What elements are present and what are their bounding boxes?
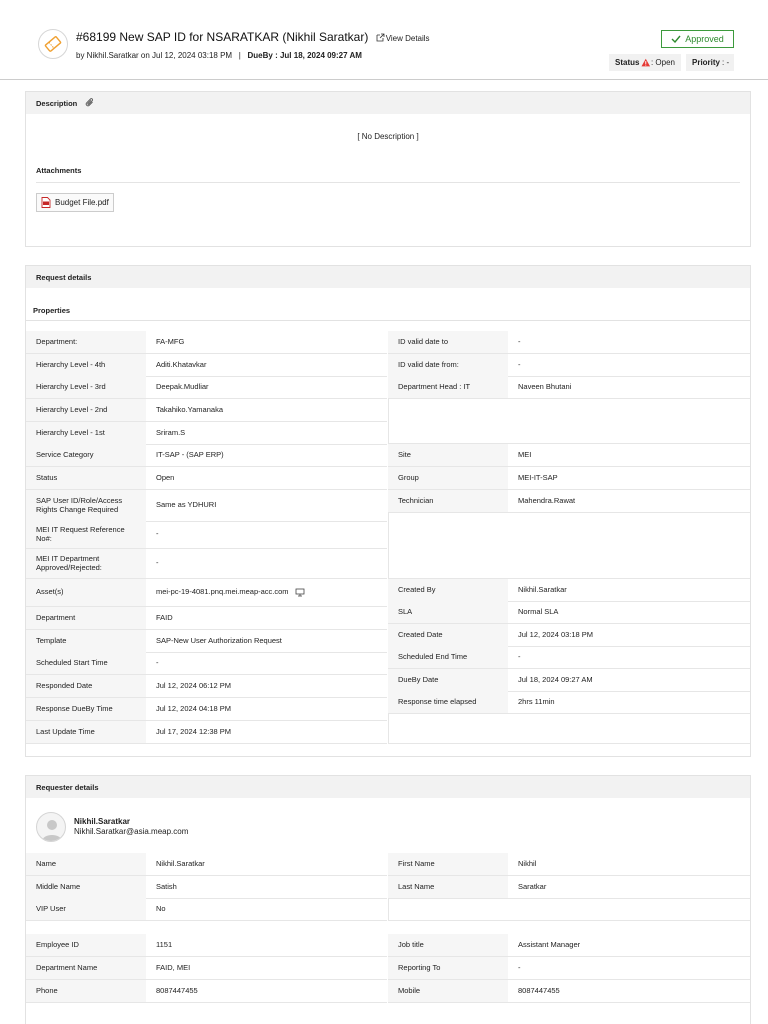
property-label: Department <box>26 607 146 629</box>
ticket-icon <box>38 29 68 59</box>
property-row <box>388 490 750 513</box>
property-label: Technician <box>388 490 508 512</box>
property-label: Asset(s) <box>26 579 146 606</box>
property-label: Employee ID <box>26 934 146 956</box>
property-value: Jul 12, 2024 04:18 PM <box>156 703 232 713</box>
property-value-cell <box>508 490 750 512</box>
description-header <box>26 92 750 114</box>
property-value-cell <box>146 675 387 697</box>
property-row <box>388 691 750 714</box>
view-details-label: View Details <box>385 34 430 43</box>
property-value-cell <box>146 354 387 376</box>
dueby-text: DueBy : Jul 18, 2024 09:27 AM <box>247 51 362 60</box>
property-value-cell <box>508 444 750 466</box>
property-value-cell <box>146 399 387 421</box>
requester-name[interactable]: Nikhil.Saratkar <box>74 817 131 826</box>
status-chip-label: Status <box>615 58 640 67</box>
property-value: Satish <box>156 881 177 891</box>
property-value: Naveen Bhutani <box>518 381 572 391</box>
property-label: Created By <box>388 579 508 601</box>
property-label: Site <box>388 444 508 466</box>
property-value: Takahiko.Yamanaka <box>156 404 223 414</box>
properties-title: Properties <box>33 306 71 315</box>
property-row <box>26 579 387 607</box>
property-row <box>26 467 387 490</box>
properties-divider <box>26 320 750 321</box>
property-row <box>26 934 387 957</box>
property-label: Status <box>26 467 146 489</box>
property-row <box>388 376 750 399</box>
description-title: Description <box>36 98 78 108</box>
property-label: VIP User <box>26 898 146 920</box>
property-label: Responded Date <box>26 675 146 697</box>
property-value: - <box>156 558 159 568</box>
property-row <box>26 490 387 522</box>
property-row <box>388 853 750 876</box>
no-description-text: [ No Description ] <box>357 132 419 141</box>
property-row <box>26 630 387 653</box>
property-label: Phone <box>26 980 146 1002</box>
property-value: Same as YDHURI <box>156 500 217 510</box>
property-value: mei-pc-19-4081.pnq.mei.meap-acc.com <box>156 587 289 597</box>
property-value: - <box>156 529 159 539</box>
property-value: Jul 12, 2024 03:18 PM <box>518 629 594 639</box>
property-row <box>388 957 750 980</box>
property-value-cell <box>146 630 387 652</box>
property-label: ID valid date to <box>388 331 508 353</box>
property-value: No <box>156 903 166 913</box>
property-label: Service Category <box>26 444 146 466</box>
property-value: Nikhil.Saratkar <box>518 584 567 594</box>
property-value: Jul 12, 2024 06:12 PM <box>156 680 232 690</box>
property-label: Response time elapsed <box>388 691 508 713</box>
property-row <box>388 467 750 490</box>
property-value: 8087447455 <box>156 985 198 995</box>
requester-details-header <box>26 776 750 798</box>
attachments-title: Attachments <box>36 166 82 175</box>
priority-chip-value: : - <box>722 58 730 67</box>
ticket-number: #68199 <box>76 30 117 44</box>
property-row <box>26 652 387 675</box>
property-value-cell <box>146 853 387 875</box>
property-value-cell <box>508 876 750 898</box>
priority-chip[interactable] <box>686 54 734 71</box>
property-row <box>26 376 387 399</box>
property-value: 8087447455 <box>518 985 560 995</box>
property-label: Mobile <box>388 980 508 1002</box>
property-value-cell <box>146 467 387 489</box>
request-details-title: Request details <box>36 272 92 282</box>
attachment-file[interactable] <box>36 193 114 212</box>
warning-icon <box>641 58 651 67</box>
property-value-cell <box>508 669 750 691</box>
property-label: Department: <box>26 331 146 353</box>
property-value: MEI <box>518 449 532 459</box>
property-value: - <box>518 651 521 661</box>
status-chip[interactable] <box>609 54 681 71</box>
property-value-cell <box>146 876 387 898</box>
property-value-cell <box>146 980 387 1002</box>
property-value-cell <box>146 579 387 606</box>
property-label: Department Head : IT <box>388 376 508 398</box>
property-value: 1151 <box>156 939 173 949</box>
property-value: MEI-IT-SAP <box>518 472 558 482</box>
property-row <box>26 607 387 630</box>
property-value-cell <box>508 624 750 646</box>
property-row <box>26 980 387 1003</box>
property-row <box>26 331 387 354</box>
property-value: Sriram.S <box>156 427 186 437</box>
property-value: Assistant Manager <box>518 939 581 949</box>
property-label: Job title <box>388 934 508 956</box>
request-details-header <box>26 266 750 288</box>
property-value: Nikhil.Saratkar <box>156 858 205 868</box>
property-label: Last Update Time <box>26 721 146 743</box>
property-label: Last Name <box>388 876 508 898</box>
property-value-cell <box>508 467 750 489</box>
property-row <box>26 422 387 445</box>
property-row <box>26 698 387 721</box>
property-value-cell <box>146 698 387 720</box>
property-row <box>26 853 387 876</box>
property-value: Normal SLA <box>518 606 559 616</box>
property-row <box>388 354 750 377</box>
property-value-cell <box>508 601 750 623</box>
property-label: Hierarchy Level - 2nd <box>26 399 146 421</box>
property-value-cell <box>146 376 387 398</box>
property-value: FAID, MEI <box>156 962 191 972</box>
property-row <box>26 957 387 980</box>
property-value: - <box>156 657 159 667</box>
property-row <box>26 354 387 377</box>
empty-cell <box>388 898 750 921</box>
property-value-cell <box>146 607 387 629</box>
property-label: Hierarchy Level - 1st <box>26 422 146 444</box>
meta-separator: | <box>238 51 241 60</box>
property-row <box>26 444 387 467</box>
property-value-cell <box>146 521 387 548</box>
description-panel <box>25 91 751 247</box>
property-value: FAID <box>156 612 173 622</box>
property-value-cell <box>146 549 387 578</box>
property-label: ID valid date from: <box>388 354 508 376</box>
attachment-name: Budget File.pdf <box>55 198 109 207</box>
property-row <box>388 646 750 669</box>
property-label: Group <box>388 467 508 489</box>
property-value-cell <box>146 934 387 956</box>
property-row <box>388 876 750 899</box>
property-value: Jul 18, 2024 09:27 AM <box>518 674 593 684</box>
requester-email[interactable]: Nikhil.Saratkar@asia.meap.com <box>74 827 189 836</box>
requester-details-title: Requester details <box>36 782 99 792</box>
property-row <box>26 675 387 698</box>
property-value: Jul 17, 2024 12:38 PM <box>156 726 232 736</box>
property-label: SLA <box>388 601 508 623</box>
property-value: - <box>518 359 521 369</box>
by-line: by Nikhil.Saratkar on Jul 12, 2024 03:18 PM <box>76 51 233 60</box>
empty-cell <box>388 714 750 744</box>
property-label: DueBy Date <box>388 669 508 691</box>
property-label: Department Name <box>26 957 146 979</box>
property-value: FA-MFG <box>156 336 185 346</box>
property-row <box>388 980 750 1003</box>
property-value-cell <box>508 331 750 353</box>
priority-chip-label: Priority <box>692 58 721 67</box>
property-value: Mahendra.Rawat <box>518 495 576 505</box>
empty-cell <box>388 513 750 579</box>
property-value-cell <box>508 376 750 398</box>
property-value-cell <box>146 957 387 979</box>
property-label: Scheduled End Time <box>388 646 508 668</box>
property-label: Scheduled Start Time <box>26 652 146 674</box>
attachments-divider <box>36 182 740 183</box>
property-value: Saratkar <box>518 881 547 891</box>
property-value-cell <box>508 980 750 1002</box>
property-label: Created Date <box>388 624 508 646</box>
property-label: Hierarchy Level - 4th <box>26 354 146 376</box>
property-value-cell <box>508 957 750 979</box>
property-value-cell <box>146 652 387 674</box>
status-chip-value: : Open <box>650 58 675 67</box>
property-row <box>388 444 750 467</box>
property-row <box>26 549 387 579</box>
property-label: First Name <box>388 853 508 875</box>
property-row <box>26 898 387 921</box>
property-label: Response DueBy Time <box>26 698 146 720</box>
property-row <box>26 721 387 744</box>
property-value-cell <box>508 354 750 376</box>
property-label: MEI IT Request Reference No#: <box>26 521 146 548</box>
property-value: Open <box>156 472 175 482</box>
property-value: SAP-New User Authorization Request <box>156 635 282 645</box>
property-value-cell <box>508 691 750 713</box>
property-label: MEI IT Department Approved/Rejected: <box>26 549 146 578</box>
property-value-cell <box>146 490 387 521</box>
pdf-icon <box>41 197 51 208</box>
property-label: Hierarchy Level - 3rd <box>26 376 146 398</box>
property-label: Template <box>26 630 146 652</box>
property-value: - <box>518 962 521 972</box>
property-label: Name <box>26 853 146 875</box>
ticket-subject: New SAP ID for NSARATKAR (Nikhil Saratkar) <box>119 30 369 44</box>
property-label: Reporting To <box>388 957 508 979</box>
approval-status-badge[interactable] <box>661 30 734 48</box>
property-label: SAP User ID/Role/Access Rights Change Required <box>26 490 146 521</box>
monitor-icon[interactable] <box>295 588 305 597</box>
property-value-cell <box>508 646 750 668</box>
property-row <box>388 669 750 692</box>
external-link-icon <box>376 33 385 42</box>
check-icon <box>671 35 681 43</box>
property-value: Aditi.Khatavkar <box>156 359 207 369</box>
property-value-cell <box>146 721 387 743</box>
property-value: IT-SAP - (SAP ERP) <box>156 449 224 459</box>
paperclip-icon[interactable] <box>85 98 95 108</box>
property-value-cell <box>146 331 387 353</box>
property-value: Nikhil <box>518 858 537 868</box>
approval-status-label: Approved <box>685 34 724 44</box>
property-row <box>26 521 387 549</box>
ticket-header <box>0 0 768 80</box>
property-value-cell <box>508 579 750 601</box>
property-value-cell <box>508 934 750 956</box>
property-value: 2hrs 11min <box>518 696 555 706</box>
property-row <box>26 876 387 899</box>
property-value-cell <box>146 898 387 920</box>
property-value-cell <box>508 853 750 875</box>
property-value: - <box>518 336 521 346</box>
property-value-cell <box>146 422 387 444</box>
property-value-cell <box>146 444 387 466</box>
ticket-title <box>76 30 430 44</box>
property-row <box>388 601 750 624</box>
ticket-meta <box>76 51 362 60</box>
property-row <box>388 934 750 957</box>
property-row <box>26 399 387 422</box>
property-value: Deepak.Mudliar <box>156 381 209 391</box>
user-avatar-icon <box>36 812 66 842</box>
property-label: Middle Name <box>26 876 146 898</box>
property-row <box>388 624 750 647</box>
property-row <box>388 579 750 602</box>
view-details-link[interactable] <box>376 34 430 43</box>
property-row <box>388 331 750 354</box>
empty-cell <box>388 399 750 444</box>
